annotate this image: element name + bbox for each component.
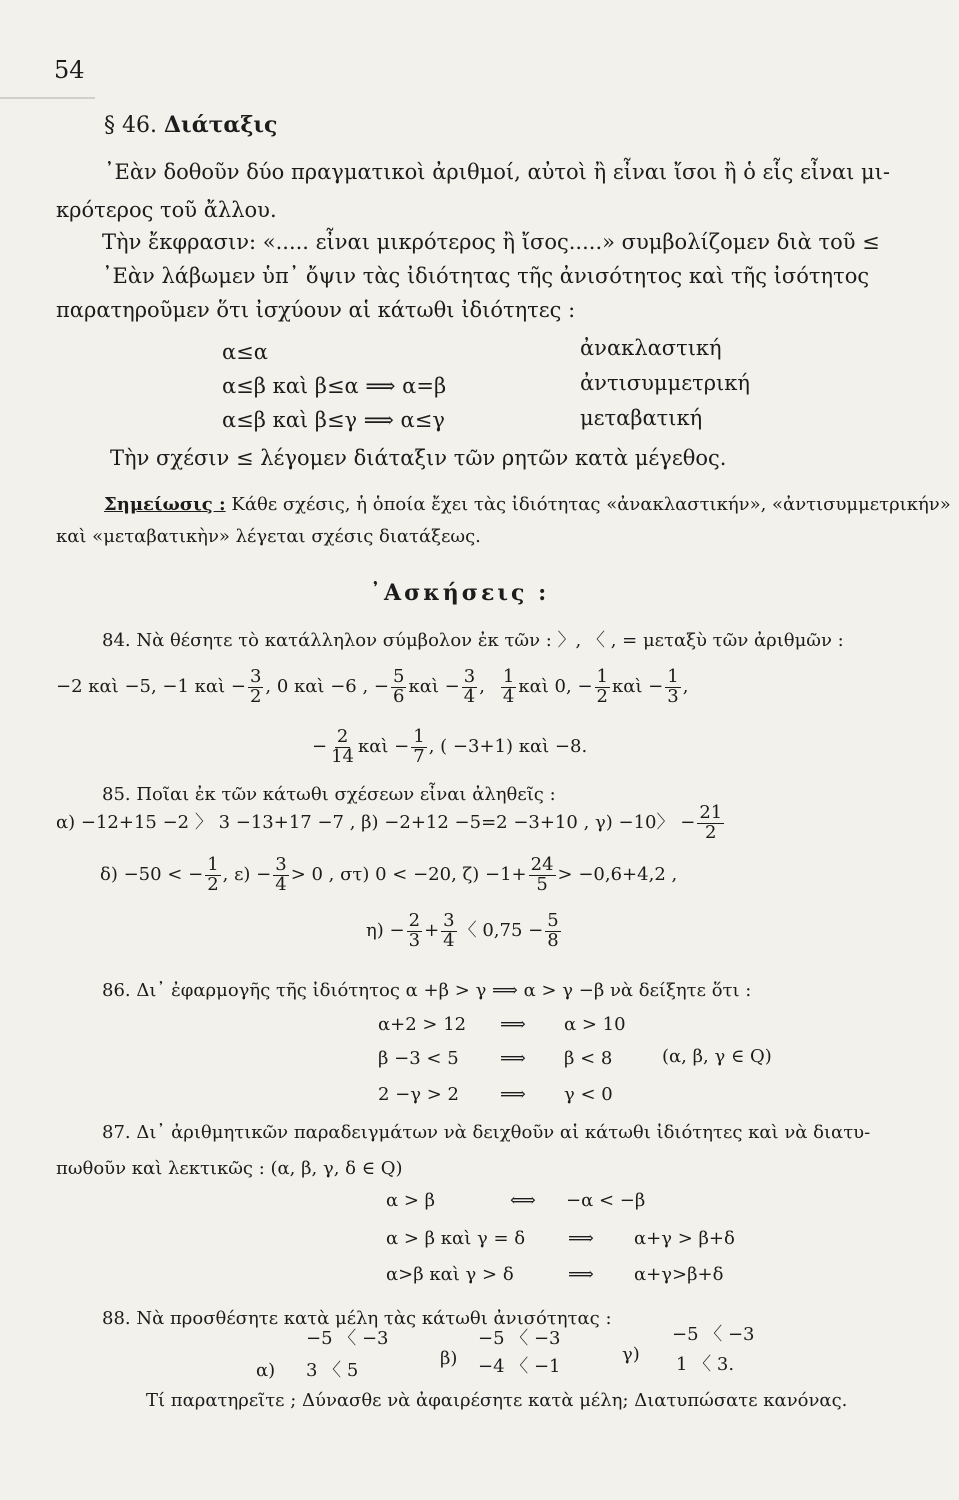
property-formula-reflexive: α≤α: [222, 340, 268, 364]
note-line-1: [104, 496, 951, 514]
page-number: 54: [54, 56, 85, 84]
intro-line-4: ᾿Εὰν λάβωμεν ὑπ᾿ ὄψιν τὰς ἰδιότητας τῆς ἀνισότητος καὶ τῆς ἰσότητος: [102, 264, 870, 288]
ex87-row-1-right: −α < −β: [566, 1190, 646, 1211]
ordering-definition: Τὴν σχέσιν ≤ λέγομεν διάταξιν τῶν ρητῶν κατὰ μέγεθος.: [110, 446, 727, 470]
implies-arrow: ⟹: [568, 1228, 594, 1249]
ex85-fraction: [697, 804, 724, 843]
numerator: 5: [547, 910, 559, 931]
ex84-fraction: [391, 668, 406, 707]
iff-arrow: ⟺: [510, 1190, 536, 1211]
ex84-text: καὶ 0, −: [518, 676, 593, 698]
ex85-intro: 85. Ποῖαι ἐκ τῶν κάτωθι σχέσεων εἶναι ἀληθεῖς :: [102, 784, 556, 805]
ex88-label-a: α): [256, 1360, 276, 1381]
ex86-intro: 86. Δι᾿ ἐφαρμογῆς τῆς ἰδιότητος α +β > γ ⟹ α > γ −β νὰ δείξητε ὅτι :: [102, 980, 752, 1001]
ex84-text: ,: [479, 676, 485, 698]
ex84-text: , 0 καὶ −6 , −: [265, 676, 389, 698]
section-heading: [104, 114, 277, 137]
numerator: 1: [502, 666, 515, 687]
ex84-text: ,: [682, 676, 689, 698]
ex86-domain: (α, β, γ ∈ Q): [662, 1046, 772, 1067]
numerator: 2: [336, 726, 349, 747]
numerator: 1: [413, 726, 425, 747]
ex85-fraction: [407, 912, 422, 951]
exercises-heading: ᾿Ασκήσεις :: [370, 580, 550, 606]
ex84-text: −2 καὶ −5, −1 καὶ −: [56, 676, 246, 698]
ex88-a-bottom: 3 〈 5: [306, 1360, 359, 1381]
ex87-row-2-left: α > β καὶ γ = δ: [386, 1228, 526, 1249]
denominator: 4: [275, 873, 287, 895]
ex86-row-3-left: 2 −γ > 2: [378, 1084, 459, 1105]
ex85-line-3: [366, 912, 563, 951]
ex84-text: −: [312, 736, 328, 758]
denominator: 4: [463, 685, 476, 707]
implies-arrow: ⟹: [500, 1048, 526, 1069]
denominator: 14: [331, 745, 354, 767]
denominator: 6: [393, 685, 405, 707]
numerator: 1: [207, 854, 219, 875]
numerator: 24: [530, 854, 554, 875]
ex88-c-bottom: 1 〈 3.: [676, 1354, 735, 1375]
ex84-fraction: [248, 668, 263, 707]
ex85-text: η) −: [366, 920, 405, 942]
ex85-line-1: [56, 804, 726, 843]
ex85-fraction: [273, 856, 288, 895]
denominator: 3: [408, 929, 421, 951]
ex84-text: καὶ −: [358, 736, 410, 758]
ex84-text: καὶ −: [408, 676, 460, 698]
ex85-text: > −0,6+4,2 ,: [557, 864, 678, 886]
ex84-intro: 84. Νὰ θέσητε τὸ κατάλληλον σύμβολον ἐκ τῶν : 〉, 〈 , = μεταξὺ τῶν ἀριθμῶν :: [102, 630, 844, 651]
ex86-row-2-left: β −3 < 5: [378, 1048, 459, 1069]
denominator: 2: [207, 873, 219, 895]
ex84-fraction: [462, 668, 477, 707]
ex88-b-top: −5 〈 −3: [478, 1328, 561, 1349]
implies-arrow: ⟹: [500, 1014, 526, 1035]
note-label: Σημείωσις :: [104, 494, 226, 515]
ex85-text: δ) −50 < −: [100, 864, 204, 886]
intro-line-3: Τὴν ἔκφρασιν: «..... εἶναι μικρότερος ἢ ἴσος.....» συμβολίζομεν διὰ τοῦ ≤: [102, 230, 880, 254]
denominator: 4: [502, 685, 515, 707]
note-line-2: καὶ «μεταβατικὴν» λέγεται σχέσις διατάξεως.: [56, 526, 481, 547]
implies-arrow: ⟹: [500, 1084, 526, 1105]
ex84-line-2: [312, 728, 587, 767]
ex84-fraction: [501, 668, 516, 707]
denominator: 5: [536, 873, 548, 895]
ex88-b-bottom: −4 〈 −1: [478, 1356, 561, 1377]
denominator: 7: [413, 745, 425, 767]
implies-arrow: ⟹: [568, 1264, 594, 1285]
ex84-fraction: [595, 668, 610, 707]
ex87-intro-2: πωθοῦν καὶ λεκτικῶς : (α, β, γ, δ ∈ Q): [56, 1158, 403, 1179]
ex87-row-1-left: α > β: [386, 1190, 436, 1211]
ex85-fraction: [205, 856, 220, 895]
ex86-row-3-right: γ < 0: [564, 1084, 613, 1105]
ex85-fraction: [529, 856, 556, 895]
ex88-closing: Τί παρατηρεῖτε ; Δύνασθε νὰ ἀφαιρέσητε κατὰ μέλη; Διατυπώσατε κανόνας.: [146, 1390, 848, 1411]
ex84-fraction: [329, 728, 356, 767]
numerator: 1: [667, 666, 679, 687]
section-number: § 46.: [104, 113, 157, 138]
ex85-text: α) −12+15 −2 〉 3 −13+17 −7 , β) −2+12 −5=2 −3+10 , γ) −10〉 −: [56, 812, 696, 834]
ex86-row-2-right: β < 8: [564, 1048, 613, 1069]
numerator: 5: [393, 666, 405, 687]
section-title: Διάταξις: [163, 112, 278, 138]
ex87-intro-1: 87. Δι᾿ ἀριθμητικῶν παραδειγμάτων νὰ δειχθοῦν αἱ κάτωθι ἰδιότητες καὶ νὰ διατυ-: [102, 1122, 871, 1143]
ex87-row-3-left: α>β καὶ γ > δ: [386, 1264, 514, 1285]
ex86-row-1-left: α+2 > 12: [378, 1014, 467, 1035]
ex88-c-top: −5 〈 −3: [672, 1324, 755, 1345]
ex84-text: καὶ −: [612, 676, 664, 698]
numerator: 3: [249, 666, 262, 687]
property-formula-antisymmetric: α≤β καὶ β≤α ⟹ α=β: [222, 374, 447, 398]
ex85-fraction: [441, 912, 456, 951]
denominator: 8: [547, 929, 559, 951]
ex87-row-3-right: α+γ>β+δ: [634, 1264, 724, 1285]
denominator: 2: [596, 685, 608, 707]
denominator: 4: [443, 929, 455, 951]
property-formula-transitive: α≤β καὶ β≤γ ⟹ α≤γ: [222, 408, 445, 432]
property-name-transitive: μεταβατική: [580, 406, 703, 430]
numerator: 3: [275, 854, 287, 875]
ex85-text: , ε) −: [222, 864, 272, 886]
ex85-text: +: [424, 920, 440, 942]
intro-line-2: κρότερος τοῦ ἄλλου.: [56, 198, 277, 222]
denominator: 2: [705, 821, 717, 843]
numerator: 3: [463, 666, 476, 687]
ex88-intro: 88. Νὰ προσθέσητε κατὰ μέλη τὰς κάτωθι ἀνισότητας :: [102, 1308, 612, 1329]
intro-line-1: ᾿Εὰν δοθοῦν δύο πραγματικοὶ ἀριθμοί, αὐτοὶ ἢ εἶναι ἴσοι ἢ ὁ εἷς εἶναι μι-: [104, 160, 891, 184]
ex84-fraction: [411, 728, 426, 767]
ex86-row-1-right: α > 10: [564, 1014, 626, 1035]
ex85-fraction: [545, 912, 560, 951]
ex88-a-top: −5 〈 −3: [306, 1328, 389, 1349]
numerator: 2: [408, 910, 421, 931]
denominator: 3: [667, 685, 679, 707]
ex84-text: , ( −3+1) καὶ −8.: [428, 736, 588, 758]
ex87-row-2-right: α+γ > β+δ: [634, 1228, 735, 1249]
intro-line-5: παρατηροῦμεν ὅτι ἰσχύουν αἱ κάτωθι ἰδιότητες :: [56, 298, 576, 322]
ex85-text: 〈 0,75 −: [458, 920, 544, 942]
note-text-1: Κάθε σχέσις, ἡ ὁποία ἔχει τὰς ἰδιότητας «ἀνακλαστικήν», «ἀντισυμμετρικήν»: [231, 494, 951, 515]
ex85-line-2: [100, 856, 677, 895]
denominator: 2: [249, 685, 262, 707]
ex88-label-b: β): [440, 1348, 458, 1369]
numerator: 3: [443, 910, 455, 931]
property-name-reflexive: ἀνακλαστική: [580, 336, 722, 360]
ex84-fraction: [665, 668, 680, 707]
ex85-text: > 0 , στ) 0 < −20, ζ) −1+: [290, 864, 527, 886]
numerator: 1: [596, 666, 608, 687]
ex84-line-1: [56, 668, 688, 707]
numerator: 21: [699, 802, 723, 823]
ex88-label-c: γ): [622, 1344, 640, 1365]
property-name-antisymmetric: ἀντισυμμετρική: [580, 371, 750, 395]
